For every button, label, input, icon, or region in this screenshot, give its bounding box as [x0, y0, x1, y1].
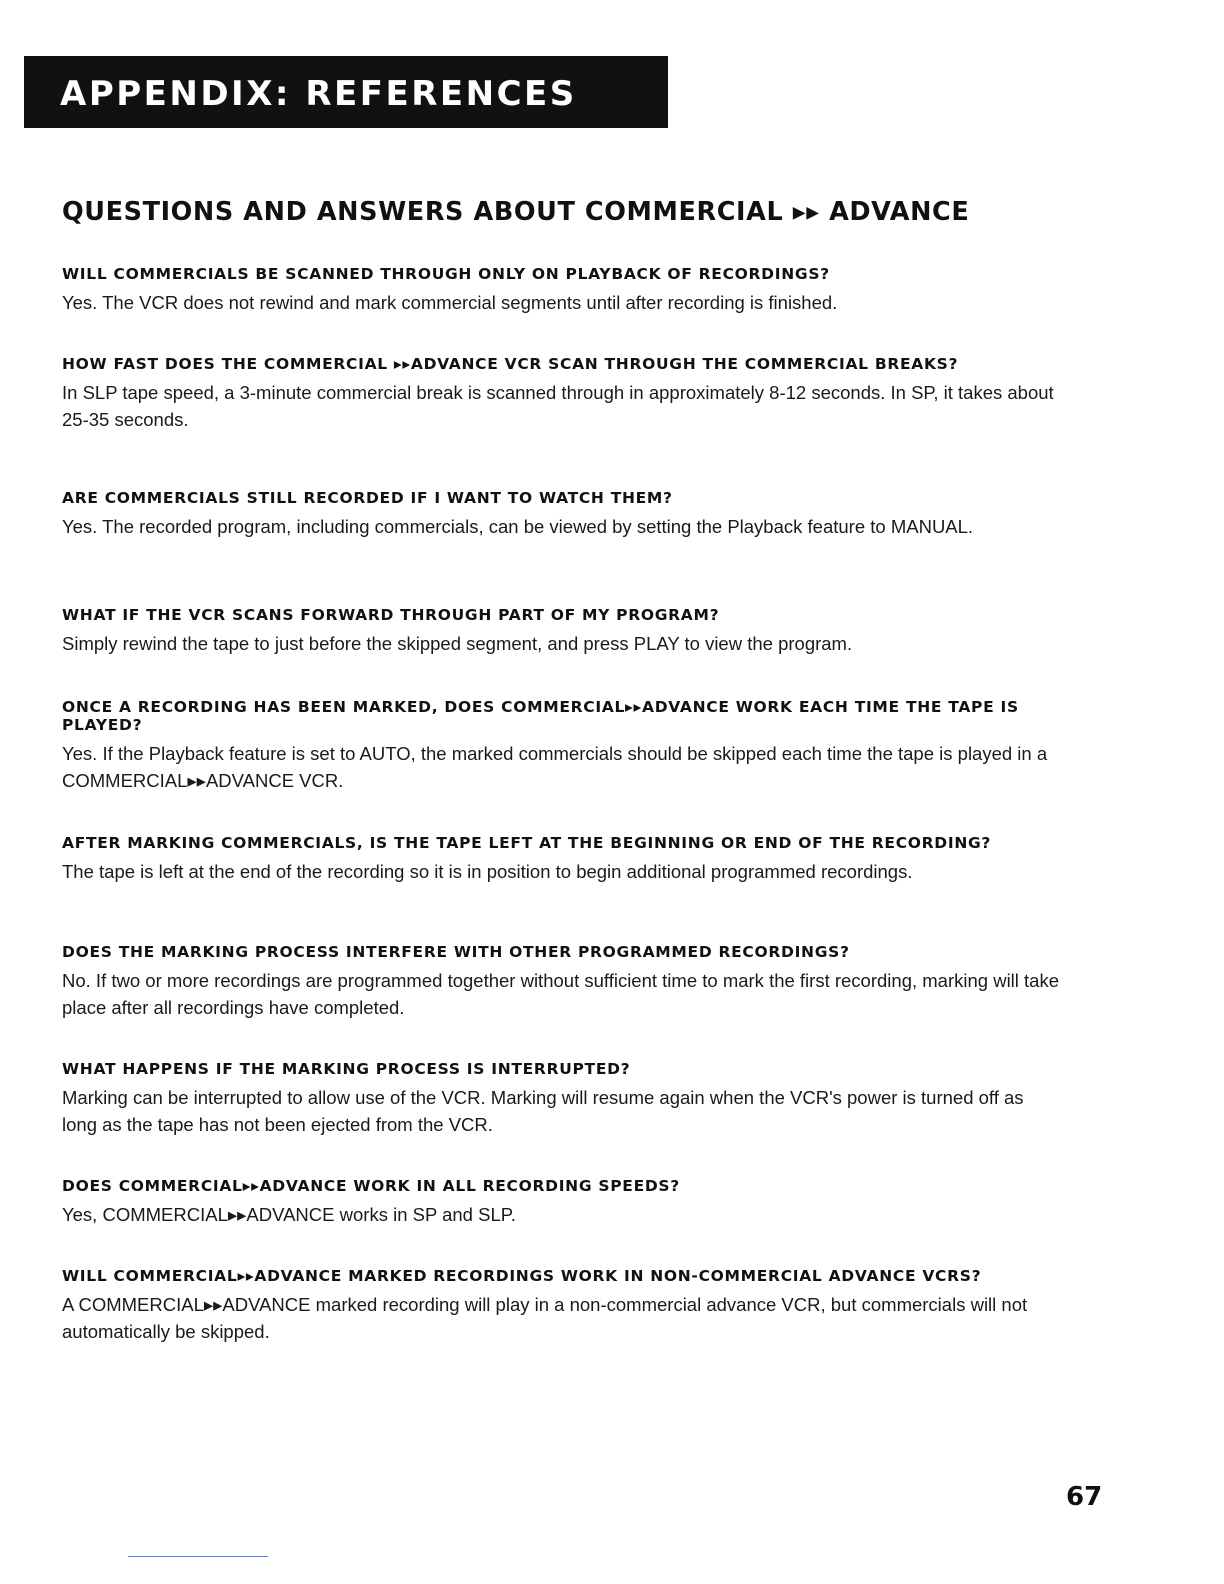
- question-heading: DOES THE MARKING PROCESS INTERFERE WITH OTHER PROGRAMMED RECORDINGS?: [62, 943, 850, 961]
- answer-text: Yes. If the Playback feature is set to AUTO, the marked commercials should be skipped each time the tape is played in a COMMERCIAL▸▸ADVANCE VCR.: [62, 743, 1048, 791]
- question-heading: ARE COMMERCIALS STILL RECORDED IF I WANT TO WATCH THEM?: [62, 489, 673, 507]
- question-heading: AFTER MARKING COMMERCIALS, IS THE TAPE LEFT AT THE BEGINNING OR END OF THE RECORDING?: [62, 834, 992, 852]
- question-heading: WILL COMMERCIAL▸▸ADVANCE MARKED RECORDINGS WORK IN NON-COMMERCIAL ADVANCE VCRS?: [62, 1267, 982, 1285]
- qa-item: [62, 1060, 1062, 1138]
- answer-text: Yes. The VCR does not rewind and mark commercial segments until after recording is finished.: [62, 292, 838, 313]
- qa-item: [62, 265, 1062, 316]
- section-title: QUESTIONS AND ANSWERS ABOUT COMMERCIAL ▸▸ ADVANCE: [62, 197, 970, 227]
- bottom-divider: [128, 1556, 268, 1557]
- answer-text: Yes, COMMERCIAL▸▸ADVANCE works in SP and SLP.: [62, 1204, 516, 1225]
- question-heading: WILL COMMERCIALS BE SCANNED THROUGH ONLY ON PLAYBACK OF RECORDINGS?: [62, 265, 830, 283]
- qa-item: [62, 606, 1062, 657]
- answer-text: In SLP tape speed, a 3-minute commercial break is scanned through in approximately 8-12 seconds. In SP, it takes about 25-35 seconds.: [62, 382, 1054, 430]
- qa-item: [62, 943, 1062, 1021]
- qa-item: [62, 1267, 1062, 1345]
- question-heading: DOES COMMERCIAL▸▸ADVANCE WORK IN ALL RECORDING SPEEDS?: [62, 1177, 680, 1195]
- qa-item: [62, 355, 1062, 433]
- qa-item: [62, 489, 1062, 540]
- answer-text: A COMMERCIAL▸▸ADVANCE marked recording will play in a non-commercial advance VCR, but commercials will not automatically be skipped.: [62, 1294, 1028, 1342]
- qa-item: [62, 698, 1062, 794]
- answer-text: Yes. The recorded program, including commercials, can be viewed by setting the Playback feature to MANUAL.: [62, 516, 974, 537]
- question-heading: WHAT IF THE VCR SCANS FORWARD THROUGH PART OF MY PROGRAM?: [62, 606, 720, 624]
- answer-text: Marking can be interrupted to allow use of the VCR. Marking will resume again when the VCR's power is turned off as long as the tape has not been ejected from the VCR.: [62, 1087, 1024, 1135]
- appendix-banner: [24, 56, 668, 128]
- banner-title: APPENDIX: REFERENCES: [60, 74, 577, 114]
- qa-item: [62, 1177, 1062, 1228]
- question-heading: ONCE A RECORDING HAS BEEN MARKED, DOES COMMERCIAL▸▸ADVANCE WORK EACH TIME THE TAPE IS PLAYED?: [62, 698, 1019, 734]
- answer-text: Simply rewind the tape to just before the skipped segment, and press PLAY to view the program.: [62, 633, 853, 654]
- page-number: 67: [1066, 1482, 1103, 1512]
- answer-text: No. If two or more recordings are programmed together without sufficient time to mark the first recording, marking will take place after all recordings have completed.: [62, 970, 1060, 1018]
- qa-item: [62, 834, 1062, 885]
- question-heading: HOW FAST DOES THE COMMERCIAL ▸▸ADVANCE VCR SCAN THROUGH THE COMMERCIAL BREAKS?: [62, 355, 959, 373]
- answer-text: The tape is left at the end of the recording so it is in position to begin additional programmed recordings.: [62, 861, 913, 882]
- question-heading: WHAT HAPPENS IF THE MARKING PROCESS IS INTERRUPTED?: [62, 1060, 631, 1078]
